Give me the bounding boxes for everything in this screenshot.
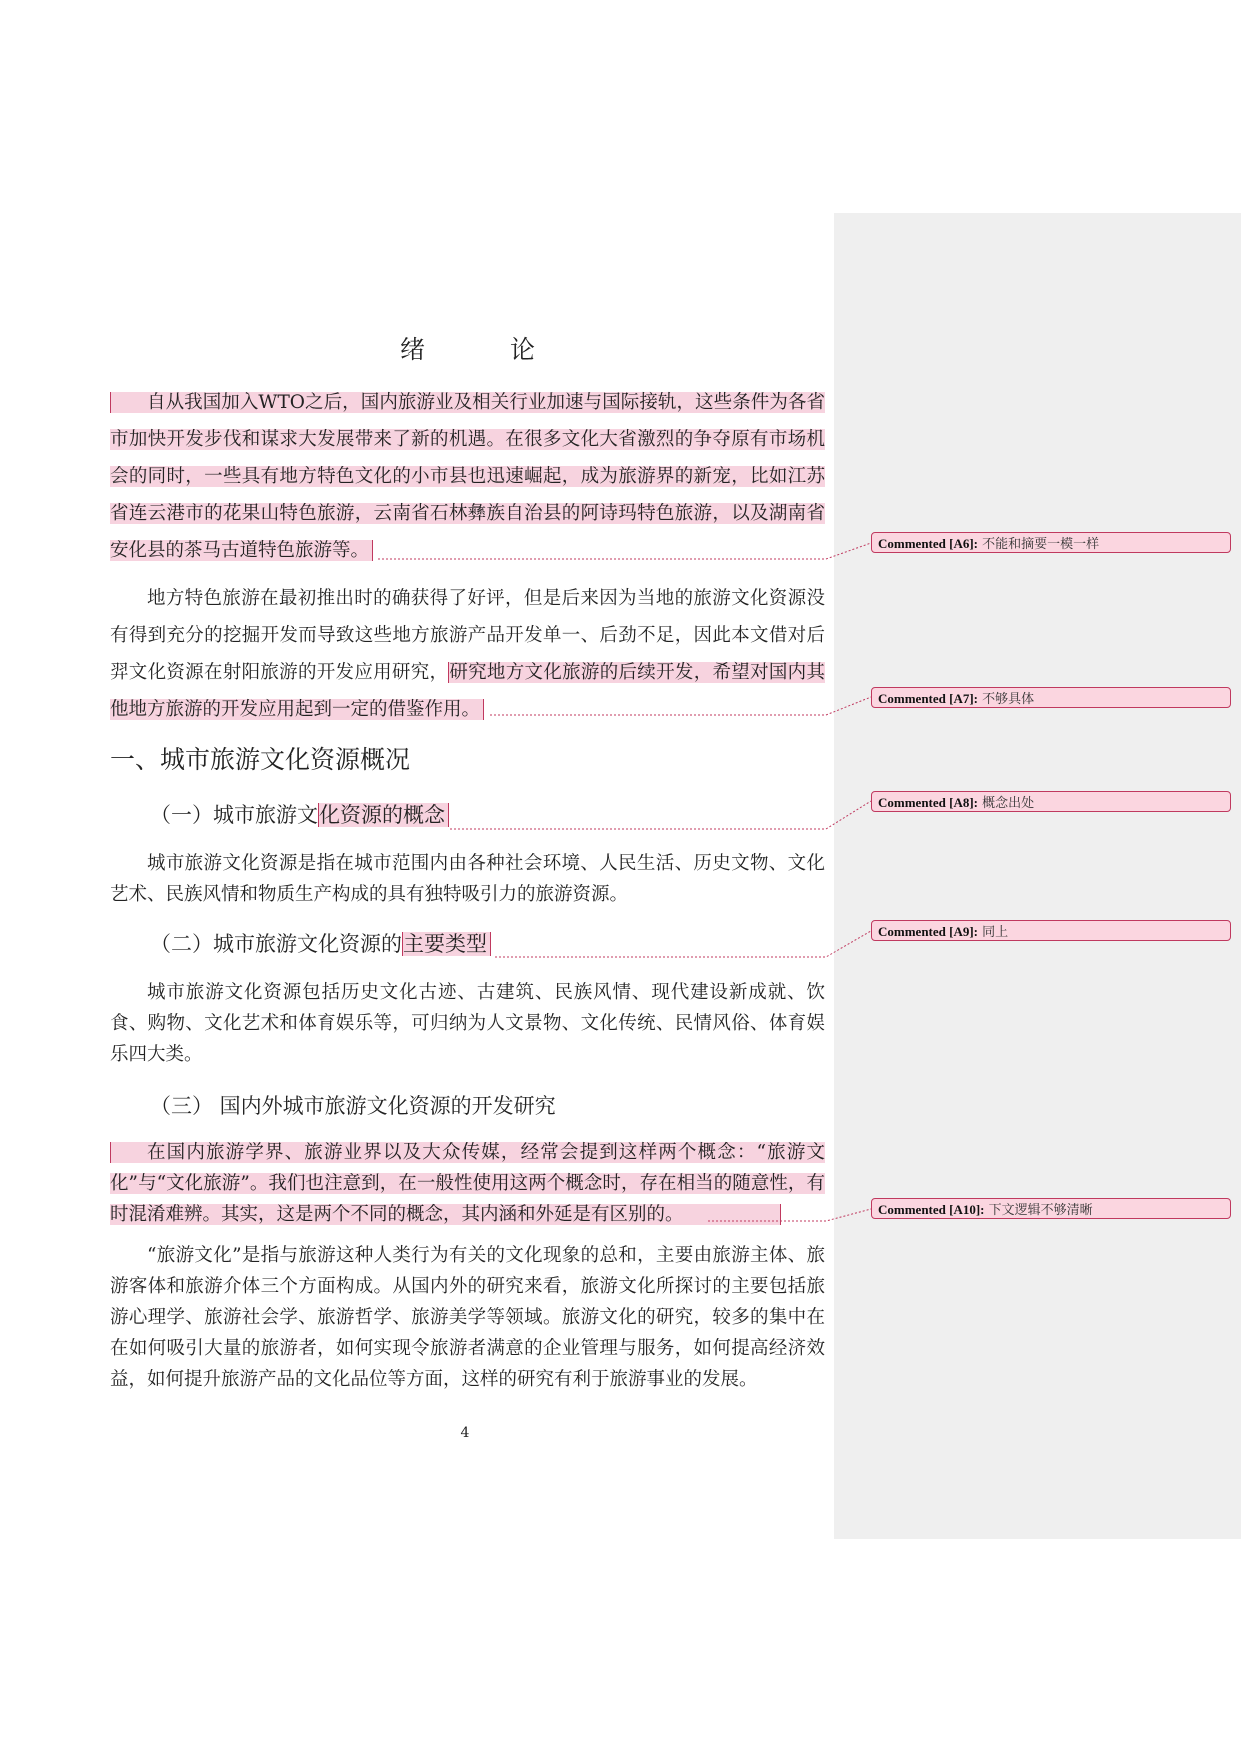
- section-heading-1: 一、城市旅游文化资源概况: [110, 745, 411, 774]
- comment-a10-text: 下文逻辑不够清晰: [988, 1203, 1093, 1218]
- paragraph-background-text: 地方特色旅游在最初推出时的确获得了好评，但是后来因为当地的旅游文化资源没有得到充分的挖掘开发而导致这些地方旅游产品开发单一、后劲不足，因此本文借对后羿文化资源在射阳旅游的开发应用研究，: [110, 588, 825, 683]
- subsection-heading-types-text: （二）城市旅游文化资源的: [150, 932, 402, 956]
- paragraph-intro-text: 自从我国加入WTO之后，国内旅游业及相关行业加速与国际接轨，这些条件为各省市加快开发步伐和谋求大发展带来了新的机遇。在很多文化大省激烈的争夺原有市场机会的同时，一些具有地方特色文化的小市县也迅速崛起，成为旅游界的新宠，比如江苏省连云港市的花果山特色旅游，云南省石林彝族自治县的阿诗玛特色旅游，以及湖南省安化县的茶马古道特色旅游等。: [110, 392, 825, 561]
- paragraph-concepts-text: 在国内旅游学界、旅游业界以及大众传媒，经常会提到这样两个概念：“旅游文化”与“文化旅游”。我们也注意到，在一般性使用这两个概念时，存在相当的随意性，有时混淆难辨。其实，这是两个不同的概念，其内涵和外延是有区别的。: [110, 1142, 825, 1225]
- comment-anchor-a10[interactable]: [110, 1142, 825, 1225]
- comment-a6-text: 不能和摘要一模一样: [982, 537, 1100, 552]
- paragraph-definition: 城市旅游文化资源是指在城市范围内由各种社会环境、人民生活、历史文物、文化艺术、民族风情和物质生产构成的具有独特吸引力的旅游资源。: [110, 853, 825, 905]
- paragraph-background-highlight: 研究地方文化旅游的后续开发，希望对国内其他地方旅游的开发应用起到一定的借鉴作用。: [110, 662, 825, 720]
- comment-anchor-a6[interactable]: [110, 392, 825, 561]
- paragraph-background[interactable]: [110, 580, 825, 728]
- paragraph-concepts[interactable]: [110, 1137, 825, 1230]
- subsection-heading-types-highlight: 主要类型: [403, 932, 487, 956]
- paragraph-intro[interactable]: [110, 384, 825, 569]
- comment-a8-text: 概念出处: [982, 796, 1035, 811]
- comment-a6-label: Commented [A6]:: [878, 536, 979, 551]
- subsection-heading-concept-text: （一）城市旅游文: [150, 803, 318, 827]
- comment-a9[interactable]: [871, 920, 1231, 941]
- comment-a7-text: 不够具体: [982, 692, 1035, 707]
- comment-a8-label: Commented [A8]:: [878, 795, 979, 810]
- comment-a10[interactable]: [871, 1198, 1231, 1219]
- document-title: 绪 论: [399, 335, 565, 364]
- paragraph-types: 城市旅游文化资源包括历史文化古迹、古建筑、民族风情、现代建设新成就、饮食、购物、文化艺术和体育娱乐等，可归纳为人文景物、文化传统、民情风俗、体育娱乐四大类。: [110, 982, 825, 1065]
- comment-a9-label: Commented [A9]:: [878, 924, 979, 939]
- comment-a7[interactable]: [871, 687, 1231, 708]
- subsection-heading-research: （三） 国内外城市旅游文化资源的开发研究: [150, 1094, 556, 1118]
- comment-margin-pane: [834, 213, 1241, 1539]
- comment-a7-label: Commented [A7]:: [878, 691, 979, 706]
- subsection-heading-concept-highlight: 化资源的概念: [319, 803, 445, 827]
- subsection-heading-concept: [150, 799, 450, 829]
- subsection-heading-types: [150, 928, 492, 958]
- comment-a10-label: Commented [A10]:: [878, 1202, 985, 1217]
- comment-a6[interactable]: [871, 532, 1231, 553]
- comment-a9-text: 同上: [982, 925, 1009, 940]
- paragraph-tourism-culture: “旅游文化”是指与旅游这种人类行为有关的文化现象的总和，主要由旅游主体、旅游客体和旅游介体三个方面构成。从国内外的研究来看，旅游文化所探讨的主要包括旅游心理学、旅游社会学、旅游哲学、旅游美学等领域。旅游文化的研究，较多的集中在在如何吸引大量的旅游者，如何实现令旅游者满意的企业管理与服务，如何提高经济效益，如何提升旅游产品的文化品位等方面，这样的研究有利于旅游事业的发展。: [110, 1245, 825, 1390]
- comment-a8[interactable]: [871, 791, 1231, 812]
- comment-anchor-a8[interactable]: [318, 803, 449, 827]
- comment-anchor-a9[interactable]: [402, 932, 491, 956]
- page-number: 4: [460, 1425, 470, 1441]
